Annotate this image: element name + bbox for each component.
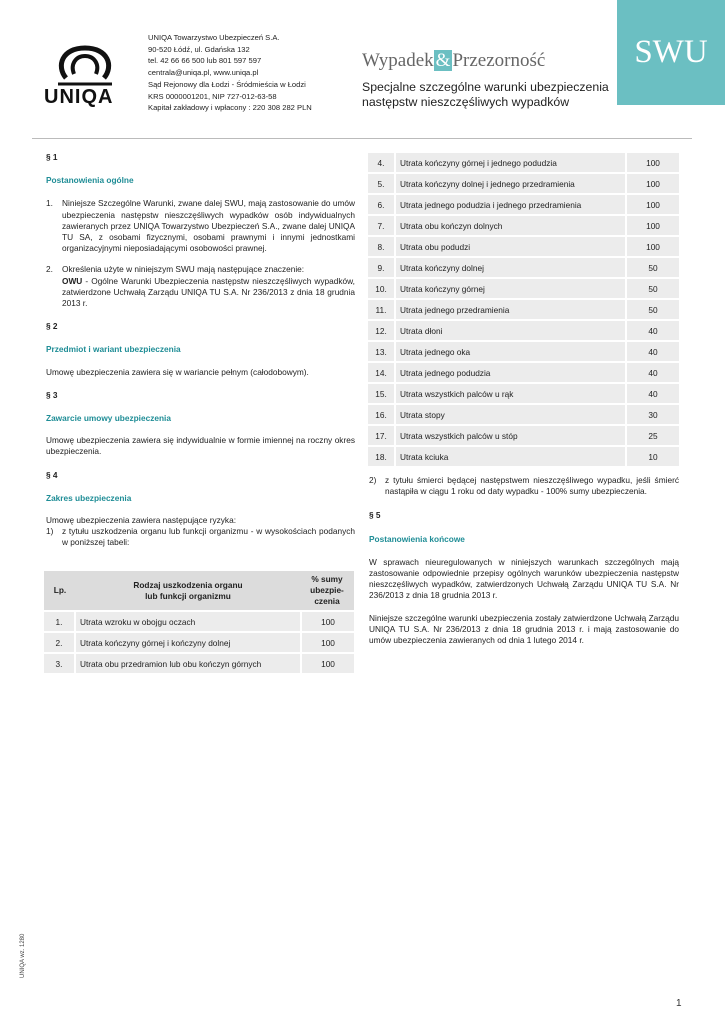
list-item [46,264,355,309]
table-row [368,174,679,193]
row-description: Utrata obu podudzi [396,237,625,256]
header-line: ubezpie- [310,585,344,595]
table-row [368,363,679,382]
row-percent: 100 [625,174,679,193]
column-header-description [76,571,300,610]
row-percent: 50 [625,279,679,298]
item-number: 2. [46,264,53,275]
row-number: 10. [368,279,396,298]
section-5-heading: Postanowienia końcowe [369,533,465,544]
item-text [62,264,355,309]
row-description: Utrata jednego podudzia [396,363,625,382]
row-percent: 50 [625,300,679,319]
table-body [44,612,354,673]
row-number: 7. [368,216,396,235]
row-number: 17. [368,426,396,445]
row-number: 13. [368,342,396,361]
table-row [368,153,679,172]
row-description: Utrata wszystkich palców u rąk [396,384,625,403]
row-percent: 10 [625,447,679,466]
section-2-text: Umowę ubezpieczenia zawiera się w wariancie pełnym (całodobowym). [46,366,309,377]
company-line: UNIQA Towarzystwo Ubezpieczeń S.A. [148,33,280,42]
row-number: 2. [44,633,76,652]
section-1-number: § 1 [46,152,58,162]
subtitle-line: Specjalne szczególne warunki ubezpieczenia [362,80,609,94]
row-description: Utrata kończyny górnej i kończyny dolnej [76,633,300,652]
row-percent: 100 [300,633,354,652]
form-code: UNIQA wz. 1280 [20,933,26,978]
row-number: 8. [368,237,396,256]
left-column [46,152,355,549]
row-number: 1. [44,612,76,631]
row-description: Utrata kończyny górnej i jednego podudzia [396,153,625,172]
table-row [368,384,679,403]
brand-title [362,50,545,72]
row-description: Utrata kończyny górnej [396,279,625,298]
row-percent: 40 [625,384,679,403]
list-item [46,526,355,548]
column-header-percent [300,571,354,610]
header-divider [32,138,692,139]
company-info [148,32,312,114]
row-percent: 40 [625,321,679,340]
section-1-heading: Postanowienia ogólne [46,175,134,186]
row-number: 18. [368,447,396,466]
definitions-intro: Określenia użyte w niniejszym SWU mają następujące znaczenie: [62,264,305,275]
row-percent: 25 [625,426,679,445]
row-description: Utrata dłoni [396,321,625,340]
section-3-text: Umowę ubezpieczenia zawiera się indywidualnie w formie imiennej na roczny okres ubezpieczenia. [46,435,355,457]
row-percent: 100 [625,216,679,235]
row-number: 12. [368,321,396,340]
section-5-paragraph: Niniejsze szczególne warunki ubezpieczenia zostały zatwierdzone Uchwałą Zarządu UNIQA TU S.A. Nr 236/2013 z dnia 18 grudnia 2013 r. i mają zastosowanie do umów ubezpieczenia zawieranych od dnia 1 lutego 2014 r. [369,612,679,646]
header-line: czenia [314,596,340,606]
row-number: 3. [44,654,76,673]
row-percent: 100 [300,612,354,631]
injury-table-right [368,151,679,468]
row-description: Utrata obu przedramion lub obu kończyn górnych [76,654,300,673]
table-row [44,612,354,631]
header-line: % sumy [311,574,343,584]
table-row [368,447,679,466]
table-row [368,405,679,424]
row-percent: 40 [625,342,679,361]
table-row [368,279,679,298]
row-number: 9. [368,258,396,277]
row-percent: 100 [300,654,354,673]
row-percent: 50 [625,258,679,277]
table-row [368,237,679,256]
section-5-paragraph: W sprawach nieuregulowanych w niniejszych warunkach szczególnych mają zastosowanie odpowiednie przepisy ogólnych warunków ubezpieczenia następstw nieszczęśliwych wypadków, zatwierdzonych Uchwałą Zarządu UNIQA TU S.A. Nr 236/2013 z dnia 18 grudnia 2013 r. [369,556,679,601]
company-line: 90-520 Łódź, ul. Gdańska 132 [148,44,250,54]
row-description: Utrata jednego przedramienia [396,300,625,319]
row-number: 4. [368,153,396,172]
row-description: Utrata kończyny dolnej [396,258,625,277]
right-column [369,475,679,646]
section-5-number: § 5 [369,510,381,521]
table-row [368,321,679,340]
row-description: Utrata obu kończyn dolnych [396,216,625,235]
row-description: Utrata wszystkich palców u stóp [396,426,625,445]
list-item [46,198,355,254]
table-row [368,216,679,235]
brand-amp: & [435,50,451,71]
row-percent: 100 [625,237,679,256]
item-text: z tytułu śmierci będącej następstwem nieszczęśliwego wypadku, jeśli śmierć nastąpiła w ciągu 1 roku od daty wypadku - 100% sumy ubezpieczenia. [385,475,679,497]
page-number: 1 [676,998,682,1009]
definition-text: - Ogólne Warunki Ubezpieczenia następstw nieszczęśliwych wypadków, zatwierdzone Uchwałą Zarządu UNIQA TU S.A. Nr 236/2013 z dnia 18 grudnia 2013 r. [62,275,355,309]
table-row [44,633,354,652]
section-2-number: § 2 [46,321,58,332]
row-description: Utrata jednego oka [396,342,625,361]
row-number: 11. [368,300,396,319]
row-description: Utrata wzroku w obojgu oczach [76,612,300,631]
row-description: Utrata kciuka [396,447,625,466]
uniqa-logo-icon [52,44,118,90]
header-line: lub funkcji organizmu [145,590,231,601]
item-number: 1) [46,526,54,537]
item-number: 2) [369,475,377,485]
row-percent: 100 [625,195,679,214]
item-text: Niniejsze Szczególne Warunki, zwane dalej SWU, mają zastosowanie do umów ubezpieczenia następstw nieszczęśliwych wypadków osób indywidualnych zawieranych przez UNIQA Towarzystwo Ubezpieczeń S.A., zwane dalej UNIQA TU SA, z osobami fizycznymi, osobami prawnymi i innymi jednostkami organizacyjnymi nieposiadającymi osobowości prawnej. [62,198,355,254]
document-subtitle [362,80,609,110]
table-row [368,426,679,445]
brand-right: Przezorność [452,50,546,71]
company-line: Sąd Rejonowy dla Łodzi - Śródmieścia w Łodzi [148,79,306,89]
table-body [368,153,679,466]
row-number: 16. [368,405,396,424]
company-line: centrala@uniqa.pl, www.uniqa.pl [148,68,259,78]
row-description: Utrata jednego podudzia i jednego przedramienia [396,195,625,214]
row-number: 5. [368,174,396,193]
company-line: tel. 42 66 66 500 lub 801 597 597 [148,56,262,66]
company-line: KRS 0000001201, NIP 727-012-63-58 [148,91,277,101]
section-3-heading: Zawarcie umowy ubezpieczenia [46,413,171,424]
company-line: Kapitał zakładowy i wpłacony : 220 308 282 PLN [148,103,312,113]
section-4-heading: Zakres ubezpieczenia [46,492,132,503]
logo-text: UNIQA [44,86,114,108]
table-row [44,654,354,673]
section-4-intro: Umowę ubezpieczenia zawiera następujące ryzyka: [46,515,237,526]
header-line: Rodzaj uszkodzenia organu [133,579,243,590]
injury-table-left [44,569,354,675]
section-4-number: § 4 [46,469,58,480]
subtitle-line: następstw nieszczęśliwych wypadków [362,95,570,109]
row-number: 6. [368,195,396,214]
item-text: z tytułu uszkodzenia organu lub funkcji organizmu - w wysokościach podanych w poniższej tabeli: [62,526,355,548]
column-header-lp: Lp. [44,571,76,610]
swu-label: SWU [634,34,708,70]
row-number: 14. [368,363,396,382]
row-number: 15. [368,384,396,403]
section-2-heading: Przedmiot i wariant ubezpieczenia [46,344,181,355]
definition-term: OWU [62,275,83,286]
section-3-number: § 3 [46,389,58,400]
row-percent: 30 [625,405,679,424]
table-row [368,195,679,214]
table-row [368,342,679,361]
item-number: 1. [46,198,53,209]
row-percent: 40 [625,363,679,382]
list-item [369,475,679,497]
brand-left: Wypadek [362,50,434,71]
row-description: Utrata kończyny dolnej i jednego przedramienia [396,174,625,193]
row-description: Utrata stopy [396,405,625,424]
table-header-row [44,571,354,610]
table-row [368,258,679,277]
row-percent: 100 [625,153,679,172]
table-row [368,300,679,319]
